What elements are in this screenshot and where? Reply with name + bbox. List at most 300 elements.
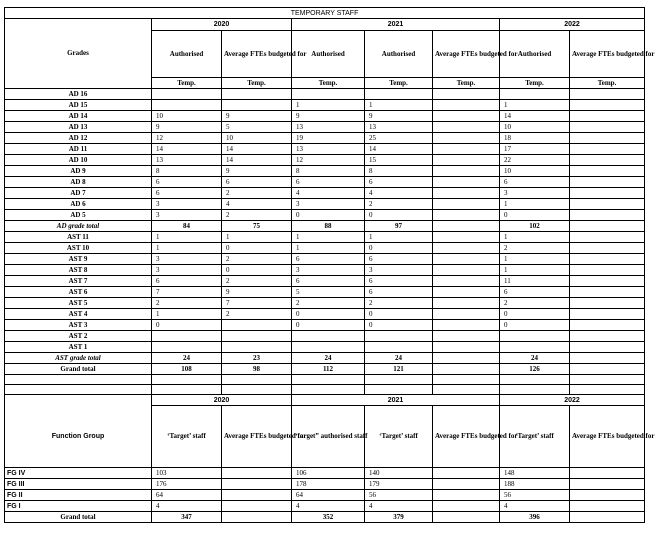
- empty-cell: [5, 385, 152, 395]
- grade-value-cell: [433, 221, 500, 232]
- fg-value-cell: [433, 490, 500, 501]
- grade-label: AST 6: [5, 287, 152, 298]
- grade-value-cell: [292, 342, 365, 353]
- table-row: [5, 331, 645, 342]
- grade-value-cell: [570, 188, 645, 199]
- fg-value-cell: [570, 501, 645, 512]
- grade-value-cell: [433, 320, 500, 331]
- grade-value-cell: 0: [222, 265, 292, 276]
- grade-value-cell: [222, 320, 292, 331]
- fg-value-cell: 64: [152, 490, 222, 501]
- fg-value-cell: 56: [365, 490, 433, 501]
- table-row: [5, 232, 645, 243]
- grade-value-cell: 5: [222, 122, 292, 133]
- grade-label: AST 2: [5, 331, 152, 342]
- grade-value-cell: [570, 298, 645, 309]
- fg-column-header-row: [5, 406, 645, 468]
- function-group-label: FG I: [5, 501, 152, 512]
- grade-value-cell: 88: [292, 221, 365, 232]
- grade-value-cell: 3: [152, 199, 222, 210]
- grade-value-cell: 3: [292, 265, 365, 276]
- grade-value-cell: [500, 331, 570, 342]
- empty-cell: [570, 375, 645, 385]
- table-row: [5, 501, 645, 512]
- fg-value-cell: 103: [152, 468, 222, 479]
- table-row: [5, 320, 645, 331]
- grade-value-cell: 14: [152, 144, 222, 155]
- grade-value-cell: 1: [292, 100, 365, 111]
- table-row: [5, 309, 645, 320]
- function-group-label: FG III: [5, 479, 152, 490]
- temp-subheader: Temp.: [365, 78, 433, 89]
- grade-value-cell: 24: [365, 353, 433, 364]
- fg-value-cell: 4: [292, 501, 365, 512]
- grade-value-cell: 121: [365, 364, 433, 375]
- column-header: Average FTEs budgeted for: [570, 406, 645, 468]
- grade-value-cell: [433, 155, 500, 166]
- fg-value-cell: [222, 468, 292, 479]
- grade-value-cell: 9: [222, 287, 292, 298]
- grade-value-cell: 10: [222, 133, 292, 144]
- grade-value-cell: 1: [292, 232, 365, 243]
- grade-value-cell: [433, 111, 500, 122]
- grade-label: AD grade total: [5, 221, 152, 232]
- grade-value-cell: [433, 353, 500, 364]
- grade-label: AST 1: [5, 342, 152, 353]
- grade-value-cell: [570, 232, 645, 243]
- grade-value-cell: 1: [152, 232, 222, 243]
- fg-value-cell: 179: [365, 479, 433, 490]
- grade-value-cell: 2: [365, 199, 433, 210]
- grade-value-cell: 0: [500, 210, 570, 221]
- fg-value-cell: [570, 479, 645, 490]
- grade-value-cell: [433, 210, 500, 221]
- grade-value-cell: 0: [292, 210, 365, 221]
- grade-label: AD 12: [5, 133, 152, 144]
- grade-value-cell: 9: [292, 111, 365, 122]
- grade-value-cell: [570, 265, 645, 276]
- grade-value-cell: 1: [500, 254, 570, 265]
- grade-value-cell: [365, 331, 433, 342]
- grade-value-cell: 14: [222, 155, 292, 166]
- grade-value-cell: 2: [222, 254, 292, 265]
- table-row: [5, 100, 645, 111]
- table-row: [5, 111, 645, 122]
- fg-value-cell: [433, 512, 500, 523]
- grade-value-cell: [433, 100, 500, 111]
- grade-value-cell: 75: [222, 221, 292, 232]
- grade-value-cell: [433, 276, 500, 287]
- grade-label: AD 13: [5, 122, 152, 133]
- grade-value-cell: 1: [292, 243, 365, 254]
- separator-row: [5, 385, 645, 395]
- table-title: TEMPORARY STAFF: [5, 8, 645, 19]
- grade-label: AST 8: [5, 265, 152, 276]
- grade-value-cell: [570, 331, 645, 342]
- grade-value-cell: [222, 342, 292, 353]
- empty-cell: [365, 385, 433, 395]
- empty-cell: [292, 385, 365, 395]
- grade-value-cell: [570, 320, 645, 331]
- grade-value-cell: 0: [500, 309, 570, 320]
- function-group-label: Grand total: [5, 512, 152, 523]
- empty-cell: [500, 375, 570, 385]
- grade-value-cell: 12: [152, 133, 222, 144]
- grade-value-cell: 6: [152, 188, 222, 199]
- grade-value-cell: 9: [222, 111, 292, 122]
- grade-value-cell: 1: [365, 100, 433, 111]
- grade-value-cell: [570, 177, 645, 188]
- grade-value-cell: 22: [500, 155, 570, 166]
- grade-value-cell: 2: [222, 188, 292, 199]
- table-row: [5, 199, 645, 210]
- grade-value-cell: 3: [152, 254, 222, 265]
- grade-label: AST 5: [5, 298, 152, 309]
- grade-value-cell: [152, 89, 222, 100]
- grade-value-cell: 2: [500, 298, 570, 309]
- fg-year-2021-header: 2021: [292, 395, 500, 406]
- grade-label: AD 9: [5, 166, 152, 177]
- table-row: [5, 265, 645, 276]
- grade-value-cell: [570, 342, 645, 353]
- grade-value-cell: 13: [152, 155, 222, 166]
- grade-value-cell: 9: [365, 111, 433, 122]
- grade-value-cell: 4: [292, 188, 365, 199]
- fg-value-cell: 396: [500, 512, 570, 523]
- grade-value-cell: 1: [152, 309, 222, 320]
- grade-value-cell: 23: [222, 353, 292, 364]
- grade-value-cell: 6: [292, 276, 365, 287]
- grade-value-cell: 18: [500, 133, 570, 144]
- grade-value-cell: [570, 111, 645, 122]
- grade-value-cell: [570, 100, 645, 111]
- table-row: [5, 353, 645, 364]
- grade-label: AD 10: [5, 155, 152, 166]
- column-header: ‘Target’ staff: [365, 406, 433, 468]
- grade-value-cell: 6: [365, 254, 433, 265]
- temp-subheader: Temp.: [222, 78, 292, 89]
- grade-value-cell: 1: [500, 199, 570, 210]
- grade-value-cell: [433, 144, 500, 155]
- fg-value-cell: [433, 468, 500, 479]
- table-row: [5, 188, 645, 199]
- grade-value-cell: [433, 89, 500, 100]
- temp-subheader: Temp.: [433, 78, 500, 89]
- table-row: [5, 490, 645, 501]
- grade-value-cell: 15: [365, 155, 433, 166]
- column-header: Authorised: [152, 31, 222, 78]
- grade-value-cell: 1: [152, 243, 222, 254]
- grade-label: AST 3: [5, 320, 152, 331]
- temp-subheader: Temp.: [152, 78, 222, 89]
- grade-value-cell: 13: [365, 122, 433, 133]
- grade-value-cell: 2: [152, 298, 222, 309]
- grade-value-cell: [433, 232, 500, 243]
- table-row: [5, 479, 645, 490]
- table-row: [5, 177, 645, 188]
- grade-value-cell: [570, 89, 645, 100]
- temporary-staff-table: [4, 7, 655, 523]
- grade-value-cell: 6: [500, 177, 570, 188]
- grade-value-cell: [570, 243, 645, 254]
- grade-value-cell: 10: [152, 111, 222, 122]
- table-row: [5, 298, 645, 309]
- grade-value-cell: [433, 243, 500, 254]
- fg-value-cell: [222, 512, 292, 523]
- grade-value-cell: [570, 122, 645, 133]
- grade-label: AST grade total: [5, 353, 152, 364]
- temp-subheader: Temp.: [570, 78, 645, 89]
- grade-value-cell: 3: [292, 199, 365, 210]
- fg-value-cell: 106: [292, 468, 365, 479]
- fg-value-cell: 148: [500, 468, 570, 479]
- grade-value-cell: [570, 276, 645, 287]
- table-row: [5, 210, 645, 221]
- grade-value-cell: 2: [500, 243, 570, 254]
- grade-value-cell: 4: [222, 199, 292, 210]
- table-row: [5, 133, 645, 144]
- grade-value-cell: 3: [152, 210, 222, 221]
- grades-header: Grades: [5, 19, 152, 89]
- grade-value-cell: [500, 89, 570, 100]
- grade-value-cell: 102: [500, 221, 570, 232]
- grade-value-cell: 6: [152, 276, 222, 287]
- grade-value-cell: [570, 144, 645, 155]
- fg-year-row: [5, 395, 645, 406]
- grade-value-cell: 2: [222, 210, 292, 221]
- grade-value-cell: [433, 287, 500, 298]
- grade-value-cell: 4: [365, 188, 433, 199]
- column-header: Average FTEs budgeted for: [570, 31, 645, 78]
- column-header: Authorised: [292, 31, 365, 78]
- grade-value-cell: 6: [365, 177, 433, 188]
- table-row: [5, 276, 645, 287]
- column-header: ‘Target’ staff: [500, 406, 570, 468]
- grade-label: AD 8: [5, 177, 152, 188]
- grade-value-cell: 6: [365, 276, 433, 287]
- fg-value-cell: 64: [292, 490, 365, 501]
- grade-value-cell: 98: [222, 364, 292, 375]
- grade-value-cell: 3: [152, 265, 222, 276]
- grade-value-cell: 19: [292, 133, 365, 144]
- fg-value-cell: [433, 501, 500, 512]
- grade-value-cell: 24: [292, 353, 365, 364]
- grade-value-cell: 11: [500, 276, 570, 287]
- grade-value-cell: [152, 100, 222, 111]
- grade-value-cell: 6: [365, 287, 433, 298]
- fg-value-cell: 4: [500, 501, 570, 512]
- fg-year-2020-header: 2020: [152, 395, 292, 406]
- temp-subheader: Temp.: [292, 78, 365, 89]
- table-row: [5, 364, 645, 375]
- grade-value-cell: 13: [292, 144, 365, 155]
- grade-value-cell: 0: [365, 320, 433, 331]
- grade-value-cell: 6: [292, 254, 365, 265]
- fg-year-2022-header: 2022: [500, 395, 645, 406]
- grade-value-cell: [222, 331, 292, 342]
- grade-value-cell: 1: [222, 232, 292, 243]
- fg-value-cell: 379: [365, 512, 433, 523]
- column-header: Average FTEs budgeted for: [222, 406, 292, 468]
- table-row: [5, 342, 645, 353]
- column-header: ‘Target’ staff: [152, 406, 222, 468]
- table-row: [5, 221, 645, 232]
- grade-value-cell: [433, 188, 500, 199]
- grade-value-cell: 14: [365, 144, 433, 155]
- grade-value-cell: 24: [500, 353, 570, 364]
- grade-value-cell: 14: [500, 111, 570, 122]
- table-row: [5, 512, 645, 523]
- temp-subheader: Temp.: [500, 78, 570, 89]
- grade-value-cell: 112: [292, 364, 365, 375]
- grade-value-cell: 2: [222, 276, 292, 287]
- empty-cell: [5, 375, 152, 385]
- year-2020-header: 2020: [152, 19, 292, 31]
- grade-value-cell: 8: [365, 166, 433, 177]
- grade-value-cell: [570, 221, 645, 232]
- grade-value-cell: 12: [292, 155, 365, 166]
- function-group-label: FG IV: [5, 468, 152, 479]
- grade-label: AD 11: [5, 144, 152, 155]
- grade-value-cell: [433, 364, 500, 375]
- empty-cell: [152, 385, 222, 395]
- grade-value-cell: 0: [500, 320, 570, 331]
- grade-value-cell: [433, 199, 500, 210]
- grade-value-cell: 0: [292, 309, 365, 320]
- fg-value-cell: 4: [152, 501, 222, 512]
- grade-value-cell: [570, 287, 645, 298]
- grade-value-cell: 5: [292, 287, 365, 298]
- grade-value-cell: 1: [500, 232, 570, 243]
- table-row: [5, 166, 645, 177]
- fg-value-cell: [222, 501, 292, 512]
- fg-value-cell: [222, 479, 292, 490]
- grade-value-cell: [152, 331, 222, 342]
- fg-value-cell: [222, 490, 292, 501]
- empty-cell: [152, 375, 222, 385]
- fg-value-cell: [570, 512, 645, 523]
- grade-value-cell: 0: [292, 320, 365, 331]
- grade-label: AST 4: [5, 309, 152, 320]
- year-2021-header: 2021: [292, 19, 500, 31]
- fg-value-cell: 178: [292, 479, 365, 490]
- table-row: [5, 155, 645, 166]
- fg-value-cell: 347: [152, 512, 222, 523]
- column-header: Average FTEs budgeted for: [433, 31, 500, 78]
- grade-value-cell: [222, 100, 292, 111]
- grade-value-cell: 14: [222, 144, 292, 155]
- grade-value-cell: 8: [152, 166, 222, 177]
- table-row: [5, 287, 645, 298]
- function-group-label: FG II: [5, 490, 152, 501]
- year-2022-header: 2022: [500, 19, 645, 31]
- grade-value-cell: 108: [152, 364, 222, 375]
- grade-label: AD 15: [5, 100, 152, 111]
- grade-value-cell: [222, 89, 292, 100]
- table-row: [5, 144, 645, 155]
- grade-value-cell: 2: [292, 298, 365, 309]
- column-header: Average FTEs budgeted for: [433, 406, 500, 468]
- table-row: [5, 89, 645, 100]
- grade-value-cell: 13: [292, 122, 365, 133]
- empty-cell: [222, 385, 292, 395]
- empty-cell: [500, 385, 570, 395]
- grade-value-cell: [570, 166, 645, 177]
- grade-value-cell: [433, 177, 500, 188]
- grade-value-cell: 126: [500, 364, 570, 375]
- grade-label: AD 7: [5, 188, 152, 199]
- column-header: Authorised: [500, 31, 570, 78]
- grade-value-cell: [433, 309, 500, 320]
- grade-value-cell: 2: [365, 298, 433, 309]
- grade-value-cell: 3: [365, 265, 433, 276]
- grade-value-cell: [433, 331, 500, 342]
- grade-value-cell: [433, 133, 500, 144]
- empty-cell: [570, 385, 645, 395]
- grade-value-cell: [570, 309, 645, 320]
- grade-value-cell: [433, 342, 500, 353]
- grade-value-cell: 9: [152, 122, 222, 133]
- empty-cell: [222, 375, 292, 385]
- grade-value-cell: 0: [365, 210, 433, 221]
- separator-row: [5, 375, 645, 385]
- grade-value-cell: [500, 342, 570, 353]
- grade-value-cell: 10: [500, 122, 570, 133]
- fg-value-cell: 352: [292, 512, 365, 523]
- grade-value-cell: 97: [365, 221, 433, 232]
- grade-value-cell: 10: [500, 166, 570, 177]
- fg-value-cell: 4: [365, 501, 433, 512]
- grade-value-cell: 17: [500, 144, 570, 155]
- grade-label: AST 10: [5, 243, 152, 254]
- grade-value-cell: 84: [152, 221, 222, 232]
- grade-value-cell: 0: [152, 320, 222, 331]
- column-header: Authorised: [365, 31, 433, 78]
- grade-value-cell: 0: [365, 309, 433, 320]
- grade-value-cell: [433, 254, 500, 265]
- grade-value-cell: 0: [365, 243, 433, 254]
- grade-value-cell: 24: [152, 353, 222, 364]
- grade-label: AD 5: [5, 210, 152, 221]
- grade-value-cell: 6: [222, 177, 292, 188]
- grade-value-cell: [570, 133, 645, 144]
- grade-value-cell: [152, 342, 222, 353]
- grade-value-cell: 6: [292, 177, 365, 188]
- grade-value-cell: 6: [152, 177, 222, 188]
- grade-value-cell: 7: [152, 287, 222, 298]
- function-group-header: Function Group: [5, 406, 152, 468]
- grade-label: Grand total: [5, 364, 152, 375]
- grade-value-cell: [292, 89, 365, 100]
- grade-label: AST 9: [5, 254, 152, 265]
- grade-value-cell: 1: [500, 265, 570, 276]
- fg-value-cell: 188: [500, 479, 570, 490]
- grade-label: AD 6: [5, 199, 152, 210]
- table-row: [5, 254, 645, 265]
- grade-value-cell: [433, 298, 500, 309]
- grade-value-cell: [570, 353, 645, 364]
- grade-label: AST 7: [5, 276, 152, 287]
- grade-value-cell: [570, 210, 645, 221]
- empty-cell: [5, 395, 152, 406]
- grade-value-cell: 25: [365, 133, 433, 144]
- table-row: [5, 122, 645, 133]
- grade-label: AD 16: [5, 89, 152, 100]
- grade-value-cell: 3: [500, 188, 570, 199]
- grade-value-cell: 8: [292, 166, 365, 177]
- grade-value-cell: [570, 199, 645, 210]
- grade-value-cell: [570, 155, 645, 166]
